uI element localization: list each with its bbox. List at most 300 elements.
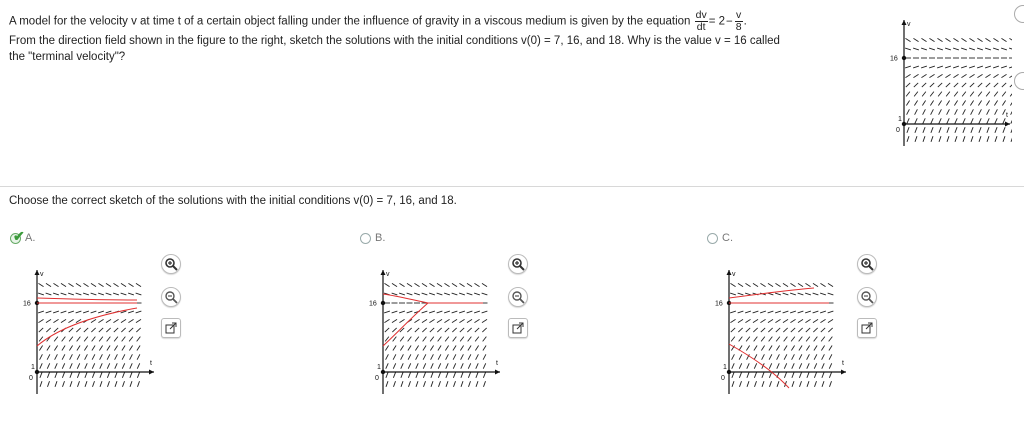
slope-segment xyxy=(914,83,918,87)
solution-curve-v0-18 xyxy=(37,298,137,300)
slope-segment xyxy=(955,109,958,114)
slope-segment xyxy=(414,319,419,322)
slope-segment xyxy=(83,311,89,313)
slope-segment xyxy=(753,311,759,313)
zoom-in-button[interactable] xyxy=(857,254,877,274)
slope-segment xyxy=(929,74,934,77)
slope-segment xyxy=(468,337,472,342)
slope-segment xyxy=(46,328,50,332)
slope-segment xyxy=(107,354,110,359)
slope-segment xyxy=(945,66,951,68)
slope-segment xyxy=(429,283,434,286)
slope-segment xyxy=(38,311,44,313)
slope-segment xyxy=(783,319,788,322)
slope-segment xyxy=(136,311,142,313)
slope-segment xyxy=(92,363,94,368)
origin-dot xyxy=(727,370,731,374)
slope-segment xyxy=(905,48,911,50)
slope-segment xyxy=(430,328,434,332)
slope-segment xyxy=(62,363,64,368)
slope-segment xyxy=(946,92,950,97)
slope-segment xyxy=(939,109,942,114)
origin-dot xyxy=(381,370,385,374)
slope-segment xyxy=(438,345,441,350)
slope-segment xyxy=(85,381,87,387)
popout-button[interactable] xyxy=(857,318,877,338)
slope-segment xyxy=(474,311,480,313)
slope-segment xyxy=(977,66,983,68)
slope-segment xyxy=(459,283,464,286)
slope-segment xyxy=(445,328,449,332)
slope-segment xyxy=(828,311,834,313)
slope-segment xyxy=(931,118,933,123)
slope-segment xyxy=(922,83,926,87)
slope-segment xyxy=(963,136,965,142)
slope-segment xyxy=(955,136,957,142)
slope-segment xyxy=(913,74,918,77)
slope-segment xyxy=(468,345,471,350)
option-b-graph[interactable] xyxy=(368,266,508,398)
slope-segment xyxy=(407,328,411,332)
slope-segment xyxy=(963,109,966,114)
slope-segment xyxy=(792,381,794,387)
slope-segment xyxy=(70,372,72,378)
slope-segment xyxy=(452,283,457,286)
slope-segment xyxy=(792,354,795,359)
slope-segment xyxy=(407,293,413,295)
slope-segment xyxy=(961,66,967,68)
slope-segment xyxy=(979,118,981,123)
slope-segment xyxy=(98,283,103,286)
slope-segment xyxy=(822,372,824,378)
t-axis-arrow xyxy=(1005,122,1010,127)
slope-segment xyxy=(754,354,757,359)
slope-segment xyxy=(46,293,52,295)
slope-segment xyxy=(746,345,749,350)
slope-segment xyxy=(954,100,957,105)
option-c-graph[interactable] xyxy=(714,266,854,398)
slope-segment xyxy=(93,381,95,387)
slope-segment xyxy=(55,372,57,378)
slope-segment xyxy=(931,109,934,114)
zoom-in-button[interactable] xyxy=(161,254,181,274)
slope-segment xyxy=(829,354,832,359)
slope-segment xyxy=(70,354,73,359)
slope-segment xyxy=(100,381,102,387)
slope-segment xyxy=(407,283,412,286)
slope-segment xyxy=(121,283,126,286)
slope-segment xyxy=(115,372,117,378)
slope-segment xyxy=(401,381,403,387)
slope-segment xyxy=(68,311,74,313)
slope-segment xyxy=(54,345,57,350)
slope-segment xyxy=(783,328,787,332)
slope-segment xyxy=(929,66,935,68)
slope-segment xyxy=(821,337,825,342)
slope-segment xyxy=(994,100,997,105)
option-a-radio[interactable] xyxy=(10,227,25,244)
slope-segment xyxy=(106,293,112,295)
slope-segment xyxy=(1003,109,1006,114)
slope-segment xyxy=(53,319,58,322)
tick-label-16: 16 xyxy=(369,300,377,308)
slope-segment xyxy=(986,92,990,97)
slope-segment xyxy=(446,363,448,368)
slope-segment xyxy=(978,83,982,87)
slope-segment xyxy=(1009,38,1012,41)
slope-segment xyxy=(475,337,479,342)
slope-segment xyxy=(386,363,388,368)
direction-field-figure[interactable] xyxy=(872,14,1012,154)
slope-segment xyxy=(971,136,973,142)
option-b-radio[interactable] xyxy=(360,233,371,244)
slope-segment xyxy=(829,337,833,342)
slope-segment xyxy=(453,337,457,342)
slope-segment xyxy=(474,319,479,322)
slope-segment xyxy=(128,311,134,313)
slope-segment xyxy=(1009,66,1012,68)
slope-segment xyxy=(799,337,803,342)
slope-segment xyxy=(978,92,982,97)
slope-segment xyxy=(393,372,395,378)
slope-segment xyxy=(106,311,112,313)
slope-segment xyxy=(138,381,140,387)
slope-segment xyxy=(429,311,435,313)
slope-segment xyxy=(98,319,103,322)
slope-segment xyxy=(777,381,779,387)
slope-segment xyxy=(83,293,89,295)
slope-segment xyxy=(970,83,974,87)
slope-segment xyxy=(54,328,58,332)
slope-segment xyxy=(407,311,413,313)
slope-segment xyxy=(790,319,795,322)
slope-segment xyxy=(136,293,142,295)
slope-segment xyxy=(907,136,909,142)
slope-segment xyxy=(730,293,736,295)
slope-segment xyxy=(100,372,102,378)
slope-segment xyxy=(399,319,404,322)
slope-segment xyxy=(754,372,756,378)
slope-segment xyxy=(429,293,435,295)
slope-segment xyxy=(806,345,809,350)
popout-button[interactable] xyxy=(508,318,528,338)
slope-segment xyxy=(814,363,816,368)
slope-segment xyxy=(970,100,973,105)
slope-segment xyxy=(747,381,749,387)
slope-segment xyxy=(914,92,918,97)
slope-segment xyxy=(136,328,140,332)
slope-segment xyxy=(954,83,958,87)
slope-segment xyxy=(453,372,455,378)
slope-segment xyxy=(438,354,441,359)
slope-segment xyxy=(468,372,470,378)
slope-segment xyxy=(452,319,457,322)
slope-segment xyxy=(129,328,133,332)
slope-segment xyxy=(993,74,998,77)
slope-segment xyxy=(745,319,750,322)
slope-segment xyxy=(905,38,910,41)
slope-segment xyxy=(914,100,917,105)
slope-segment xyxy=(62,354,65,359)
question-intro: A model for the velocity v at time t of a certain object falling under the influence of gravity in a viscous medium is given by the equation xyxy=(9,15,691,28)
slope-segment xyxy=(979,136,981,142)
slope-segment xyxy=(937,38,942,41)
slope-segment xyxy=(947,136,949,142)
slope-segment xyxy=(482,311,488,313)
slope-segment xyxy=(820,319,825,322)
slope-segment xyxy=(769,354,772,359)
question-line-3: the "terminal velocity"? xyxy=(9,51,126,63)
slope-segment xyxy=(784,363,786,368)
slope-segment xyxy=(747,372,749,378)
slope-segment xyxy=(1009,48,1012,50)
slope-segment xyxy=(122,354,125,359)
slope-segment xyxy=(392,328,396,332)
slope-segment xyxy=(829,345,832,350)
slope-segment xyxy=(392,283,397,286)
slope-segment xyxy=(446,381,448,387)
slope-segment xyxy=(444,319,449,322)
option-b-label[interactable] xyxy=(360,232,385,244)
slope-segment xyxy=(113,319,118,322)
zoom-in-button[interactable] xyxy=(508,254,528,274)
slope-segment xyxy=(422,293,428,295)
slope-segment xyxy=(739,337,743,342)
slope-segment xyxy=(128,319,133,322)
slope-segment xyxy=(130,354,133,359)
slope-segment xyxy=(121,319,126,322)
t-axis-label: t xyxy=(1006,112,1008,119)
option-a-label[interactable] xyxy=(10,227,36,244)
slope-segment xyxy=(46,311,52,313)
t-axis-arrow xyxy=(149,370,154,375)
option-a-graph[interactable] xyxy=(22,266,162,398)
slope-segment xyxy=(431,363,433,368)
slope-segment xyxy=(994,92,998,97)
slope-segment xyxy=(745,293,751,295)
slope-segment xyxy=(961,74,966,77)
side-scroll-button-2[interactable] xyxy=(1014,72,1024,90)
slope-segment xyxy=(921,66,927,68)
slope-segment xyxy=(945,38,950,41)
slope-segment xyxy=(905,66,911,68)
slope-segment xyxy=(776,337,780,342)
slope-segment xyxy=(813,328,817,332)
slope-segment xyxy=(970,92,974,97)
slope-segment xyxy=(62,345,65,350)
tick-label-16: 16 xyxy=(715,300,723,308)
slope-segment xyxy=(108,381,110,387)
zoom-out-button[interactable] xyxy=(161,287,181,307)
slope-segment xyxy=(453,363,455,368)
slope-segment xyxy=(987,136,989,142)
slope-segment xyxy=(995,118,997,123)
slope-segment xyxy=(738,283,743,286)
zoom-out-button[interactable] xyxy=(857,287,877,307)
v-axis-arrow xyxy=(35,270,40,275)
slope-segment xyxy=(822,354,825,359)
slope-segment xyxy=(386,372,388,378)
slope-segment xyxy=(769,372,771,378)
slope-segment xyxy=(923,118,925,123)
slope-segment xyxy=(446,354,449,359)
slope-segment xyxy=(416,354,419,359)
slope-segment xyxy=(475,345,478,350)
slope-segment xyxy=(40,372,42,378)
slope-segment xyxy=(114,337,118,342)
slope-segment xyxy=(467,319,472,322)
slope-segment xyxy=(69,328,73,332)
slope-segment xyxy=(416,363,418,368)
slope-segment xyxy=(46,283,51,286)
slope-segment xyxy=(408,372,410,378)
slope-segment xyxy=(55,381,57,387)
slope-segment xyxy=(987,118,989,123)
slope-segment xyxy=(400,345,403,350)
slope-segment xyxy=(70,381,72,387)
slope-segment xyxy=(468,363,470,368)
slope-segment xyxy=(906,100,909,105)
slope-segment xyxy=(460,345,463,350)
option-c-radio[interactable] xyxy=(707,233,718,244)
slope-segment xyxy=(769,337,773,342)
v-axis-label: v xyxy=(907,21,911,28)
slope-segment xyxy=(122,363,124,368)
slope-segment xyxy=(459,319,464,322)
slope-segment xyxy=(47,345,50,350)
slope-segment xyxy=(77,345,80,350)
equation-equals: = 2 xyxy=(708,15,726,28)
slope-segment xyxy=(107,337,111,342)
slope-segment xyxy=(740,381,742,387)
slope-segment xyxy=(931,136,933,142)
slope-segment xyxy=(977,48,983,50)
slope-segment xyxy=(813,283,818,286)
fraction-numerator: v xyxy=(736,9,742,21)
slope-segment xyxy=(971,109,974,114)
slope-segment xyxy=(939,127,941,133)
slope-segment xyxy=(753,328,757,332)
question-text xyxy=(9,10,879,65)
slope-segment xyxy=(69,337,73,342)
tick-label-16: 16 xyxy=(890,55,898,63)
slope-segment xyxy=(784,345,787,350)
option-c-letter: C. xyxy=(722,232,733,244)
v-axis-arrow xyxy=(381,270,386,275)
slope-segment xyxy=(123,381,125,387)
slope-segment xyxy=(738,319,743,322)
slope-segment xyxy=(745,283,750,286)
zoom-out-icon xyxy=(164,290,178,304)
side-scroll-button[interactable] xyxy=(1014,5,1024,23)
slope-segment xyxy=(937,48,943,50)
slope-segment xyxy=(399,311,405,313)
slope-segment xyxy=(746,328,750,332)
slope-segment xyxy=(907,127,909,133)
slope-segment xyxy=(730,319,735,322)
slope-segment xyxy=(467,311,473,313)
slope-segment xyxy=(1010,83,1012,87)
t-axis-arrow xyxy=(841,370,846,375)
slope-segment xyxy=(113,283,118,286)
slope-segment xyxy=(986,83,990,87)
slope-segment xyxy=(431,354,434,359)
slope-segment xyxy=(969,38,974,41)
popout-button[interactable] xyxy=(161,318,181,338)
slope-segment xyxy=(776,345,779,350)
slope-segment xyxy=(938,92,942,97)
slope-segment xyxy=(829,363,831,368)
slope-segment xyxy=(963,118,965,123)
slope-segment xyxy=(401,354,404,359)
slope-segment xyxy=(483,372,485,378)
slope-segment xyxy=(476,381,478,387)
slope-segment xyxy=(53,283,58,286)
slope-segment xyxy=(783,283,788,286)
zoom-out-button[interactable] xyxy=(508,287,528,307)
slope-segment xyxy=(931,127,933,133)
slope-segment xyxy=(414,283,419,286)
slope-segment xyxy=(106,283,111,286)
slope-segment xyxy=(822,363,824,368)
slope-segment xyxy=(430,345,433,350)
slope-segment xyxy=(828,283,833,286)
slope-segment xyxy=(83,283,88,286)
slope-segment xyxy=(437,311,443,313)
slope-segment xyxy=(978,100,981,105)
slope-segment xyxy=(955,127,957,133)
slope-segment xyxy=(985,38,990,41)
zoom-out-icon xyxy=(860,290,874,304)
slope-segment xyxy=(913,48,919,50)
solution-curve-upper xyxy=(729,288,814,298)
slope-segment xyxy=(459,311,465,313)
slope-segment xyxy=(424,381,426,387)
tick-label-0: 0 xyxy=(29,375,33,382)
slope-segment xyxy=(790,283,795,286)
slope-segment xyxy=(769,363,771,368)
slope-segment xyxy=(46,319,51,322)
slope-segment xyxy=(55,354,58,359)
slope-segment xyxy=(813,311,819,313)
slope-segment xyxy=(39,337,43,342)
slope-segment xyxy=(468,354,471,359)
slope-segment xyxy=(807,363,809,368)
slope-segment xyxy=(798,328,802,332)
slope-segment xyxy=(459,293,465,295)
slope-segment xyxy=(813,293,819,295)
slope-segment xyxy=(437,319,442,322)
slope-segment xyxy=(393,363,395,368)
slope-segment xyxy=(416,372,418,378)
slope-segment xyxy=(415,337,419,342)
slope-segment xyxy=(979,127,981,133)
slope-segment xyxy=(106,328,110,332)
slope-segment xyxy=(820,311,826,313)
option-c-label[interactable] xyxy=(707,232,733,244)
slope-segment xyxy=(939,118,941,123)
slope-segment xyxy=(121,328,125,332)
slope-segment xyxy=(384,311,390,313)
slope-segment xyxy=(113,293,119,295)
slope-segment xyxy=(945,48,951,50)
slope-segment xyxy=(792,363,794,368)
slope-segment xyxy=(482,319,487,322)
slope-segment xyxy=(923,136,925,142)
slope-segment xyxy=(91,311,97,313)
slope-segment xyxy=(61,293,67,295)
slope-segment xyxy=(829,372,831,378)
